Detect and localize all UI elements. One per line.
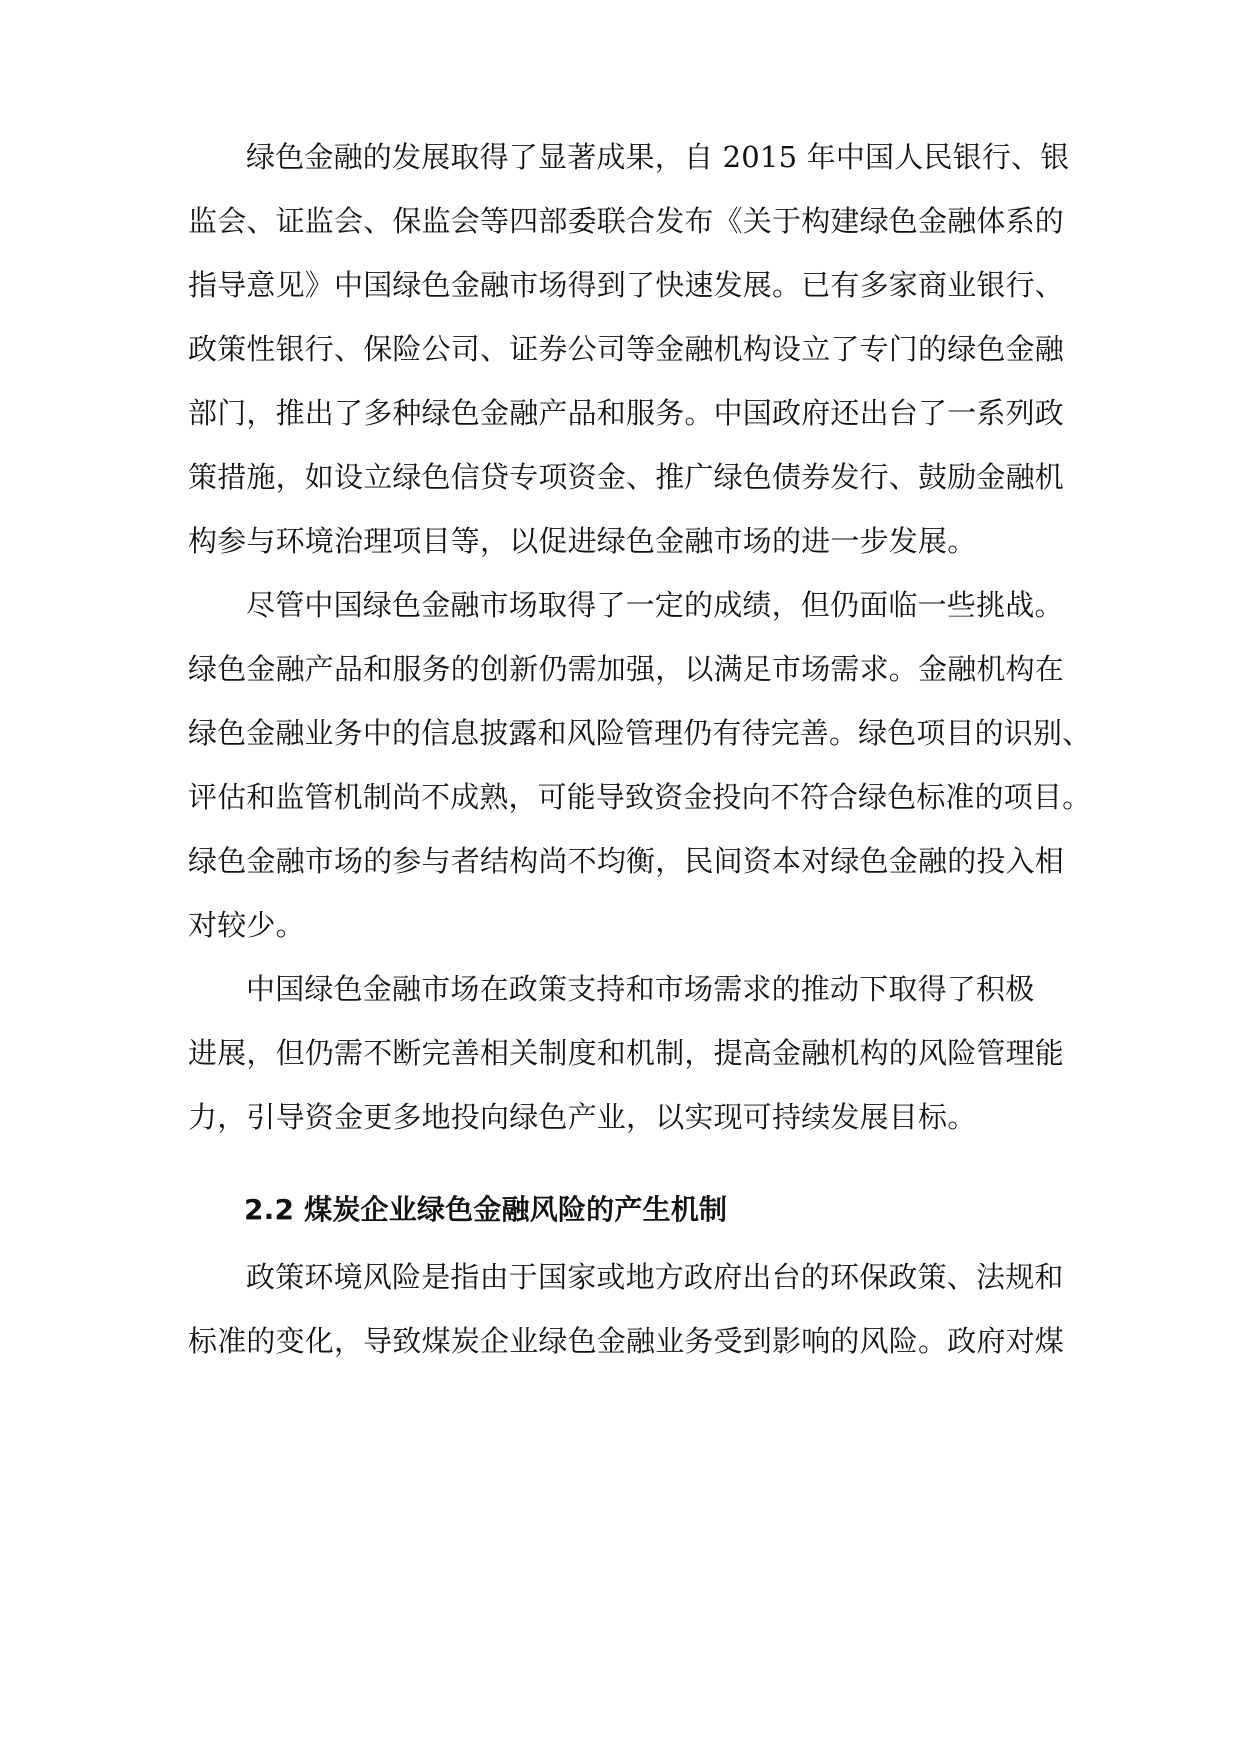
paragraph-line: 部门，推出了多种绿色金融产品和服务。中国政府还出台了一系列政 xyxy=(188,396,1065,430)
paragraph-line: 绿色金融市场的参与者结构尚不均衡，民间资本对绿色金融的投入相 xyxy=(188,844,1065,878)
paragraph-line: 评估和监管机制尚不成熟，可能导致资金投向不符合绿色标准的项目。 xyxy=(188,780,1092,814)
paragraph-line: 标准的变化，导致煤炭企业绿色金融业务受到影响的风险。政府对煤 xyxy=(188,1324,1065,1358)
paragraph-line: 进展，但仍需不断完善相关制度和机制，提高金融机构的风险管理能 xyxy=(188,1036,1065,1070)
paragraph-line: 绿色金融的发展取得了显著成果，自 2015 年中国人民银行、银 xyxy=(246,140,1070,174)
paragraph-line: 对较少。 xyxy=(188,908,305,942)
paragraph-line: 绿色金融产品和服务的创新仍需加强，以满足市场需求。金融机构在 xyxy=(188,652,1065,686)
paragraph-line: 监会、证监会、保监会等四部委联合发布《关于构建绿色金融体系的 xyxy=(188,204,1065,238)
paragraph-line: 中国绿色金融市场在政策支持和市场需求的推动下取得了积极 xyxy=(246,972,1035,1006)
paragraph-line: 策措施，如设立绿色信贷专项资金、推广绿色债券发行、鼓励金融机 xyxy=(188,460,1065,494)
paragraph-line: 构参与环境治理项目等，以促进绿色金融市场的进一步发展。 xyxy=(188,524,977,558)
paragraph-line: 政策性银行、保险公司、证券公司等金融机构设立了专门的绿色金融 xyxy=(188,332,1065,366)
paragraph-line: 力，引导资金更多地投向绿色产业，以实现可持续发展目标。 xyxy=(188,1100,977,1134)
section-heading: 2.2 煤炭企业绿色金融风险的产生机制 xyxy=(244,1193,728,1226)
paragraph-line: 指导意见》中国绿色金融市场得到了快速发展。已有多家商业银行、 xyxy=(188,268,1065,302)
paragraph-line: 政策环境风险是指由于国家或地方政府出台的环保政策、法规和 xyxy=(246,1260,1064,1294)
paragraph-line: 绿色金融业务中的信息披露和风险管理仍有待完善。绿色项目的识别、 xyxy=(188,716,1092,750)
paragraph-line: 尽管中国绿色金融市场取得了一定的成绩，但仍面临一些挑战。 xyxy=(246,588,1064,622)
